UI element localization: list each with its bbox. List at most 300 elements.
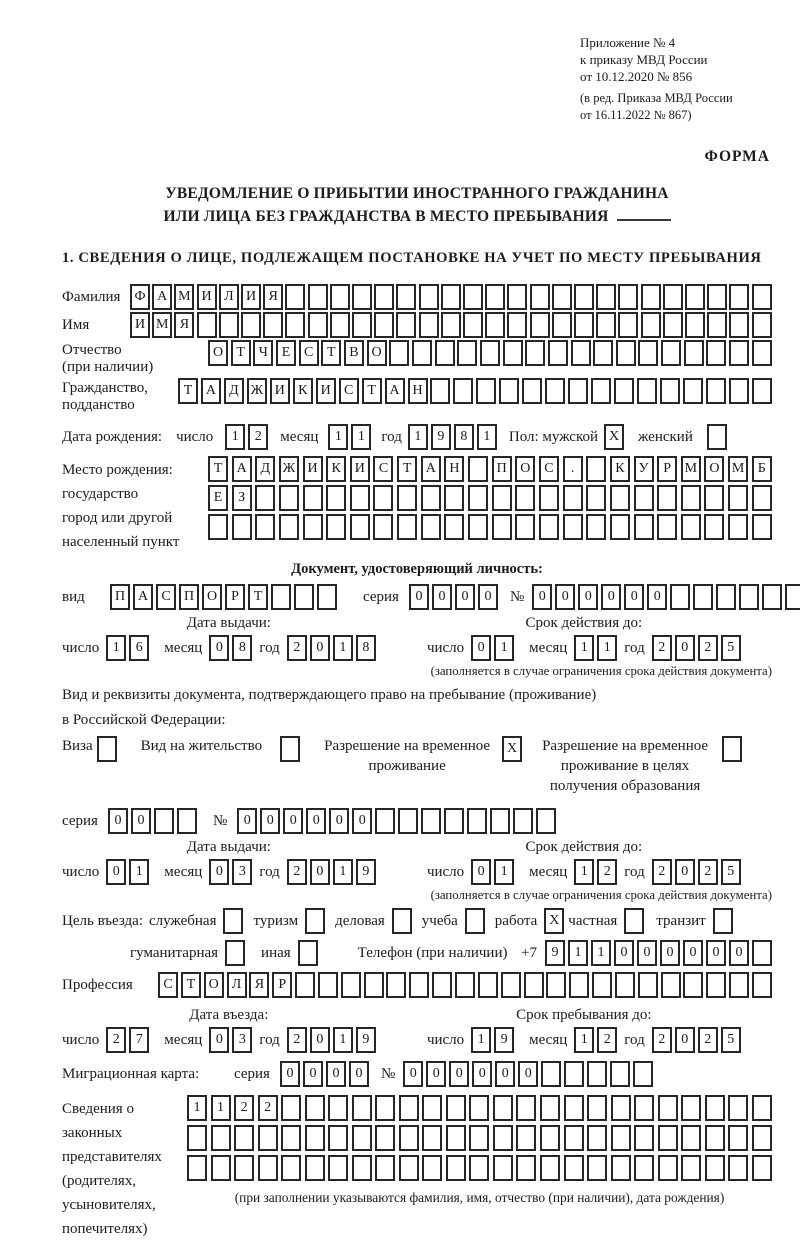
char-box[interactable]: А	[385, 378, 405, 404]
char-box[interactable]	[328, 1125, 348, 1151]
char-box[interactable]: 0	[349, 1061, 369, 1087]
char-box[interactable]	[255, 514, 275, 540]
char-box[interactable]	[421, 808, 441, 834]
char-box[interactable]	[241, 312, 261, 338]
char-box[interactable]	[374, 284, 394, 310]
char-box[interactable]: И	[197, 284, 217, 310]
char-box[interactable]	[610, 485, 630, 511]
char-box[interactable]: 0	[518, 1061, 538, 1087]
char-box[interactable]: 5	[721, 859, 741, 885]
char-box[interactable]	[386, 972, 406, 998]
char-box[interactable]	[681, 1155, 701, 1181]
char-box[interactable]	[373, 485, 393, 511]
char-box[interactable]: Л	[219, 284, 239, 310]
char-box[interactable]: Ж	[279, 456, 299, 482]
char-box[interactable]	[684, 340, 704, 366]
char-box[interactable]	[516, 1125, 536, 1151]
char-box[interactable]: 1	[211, 1095, 231, 1121]
char-box[interactable]: 2	[234, 1095, 254, 1121]
char-box[interactable]: Н	[444, 456, 464, 482]
char-box[interactable]: 0	[675, 635, 695, 661]
char-box[interactable]: 0	[471, 635, 491, 661]
char-box[interactable]: 1	[471, 1027, 491, 1053]
char-box[interactable]	[374, 312, 394, 338]
char-box[interactable]	[258, 1155, 278, 1181]
char-box[interactable]	[308, 312, 328, 338]
char-box[interactable]: 0	[624, 584, 644, 610]
char-box[interactable]: Я	[263, 284, 283, 310]
char-box[interactable]	[444, 808, 464, 834]
char-box[interactable]	[430, 378, 450, 404]
char-box[interactable]	[638, 972, 658, 998]
char-box[interactable]	[197, 312, 217, 338]
char-box[interactable]: 2	[597, 1027, 617, 1053]
char-box[interactable]: Т	[231, 340, 251, 366]
checkbox[interactable]	[465, 908, 485, 934]
char-box[interactable]: Б	[752, 456, 772, 482]
char-box[interactable]	[490, 808, 510, 834]
char-box[interactable]	[564, 1155, 584, 1181]
char-box[interactable]: М	[728, 456, 748, 482]
char-box[interactable]	[419, 284, 439, 310]
char-box[interactable]: 0	[683, 940, 703, 966]
char-box[interactable]	[729, 378, 749, 404]
char-box[interactable]	[507, 312, 527, 338]
char-box[interactable]	[729, 972, 749, 998]
char-box[interactable]	[592, 972, 612, 998]
char-box[interactable]	[611, 1155, 631, 1181]
char-box[interactable]	[328, 1095, 348, 1121]
char-box[interactable]: 0	[329, 808, 349, 834]
checkbox[interactable]	[713, 908, 733, 934]
char-box[interactable]: О	[704, 456, 724, 482]
checkbox[interactable]	[707, 424, 727, 450]
char-box[interactable]: С	[299, 340, 319, 366]
char-box[interactable]: 1	[494, 859, 514, 885]
char-box[interactable]	[503, 340, 523, 366]
char-box[interactable]	[463, 284, 483, 310]
char-box[interactable]: 0	[409, 584, 429, 610]
char-box[interactable]: 1	[494, 635, 514, 661]
char-box[interactable]	[271, 584, 291, 610]
char-box[interactable]	[707, 312, 727, 338]
char-box[interactable]	[492, 514, 512, 540]
char-box[interactable]	[681, 1125, 701, 1151]
char-box[interactable]: 0	[601, 584, 621, 610]
char-box[interactable]	[693, 584, 713, 610]
char-box[interactable]: С	[156, 584, 176, 610]
char-box[interactable]	[658, 1155, 678, 1181]
char-box[interactable]	[633, 1061, 653, 1087]
char-box[interactable]	[706, 972, 726, 998]
char-box[interactable]	[412, 340, 432, 366]
char-box[interactable]: О	[367, 340, 387, 366]
char-box[interactable]	[564, 1061, 584, 1087]
char-box[interactable]	[618, 312, 638, 338]
char-box[interactable]	[641, 284, 661, 310]
char-box[interactable]	[446, 1095, 466, 1121]
char-box[interactable]	[525, 340, 545, 366]
char-box[interactable]	[281, 1155, 301, 1181]
char-box[interactable]	[263, 312, 283, 338]
char-box[interactable]	[705, 1155, 725, 1181]
char-box[interactable]	[516, 1155, 536, 1181]
char-box[interactable]: 0	[209, 635, 229, 661]
char-box[interactable]: 0	[108, 808, 128, 834]
checkbox[interactable]	[298, 940, 318, 966]
char-box[interactable]: Т	[248, 584, 268, 610]
char-box[interactable]	[536, 808, 556, 834]
char-box[interactable]	[752, 972, 772, 998]
char-box[interactable]	[317, 584, 337, 610]
char-box[interactable]	[762, 584, 782, 610]
char-box[interactable]: 9	[545, 940, 565, 966]
char-box[interactable]	[563, 514, 583, 540]
char-box[interactable]	[441, 284, 461, 310]
char-box[interactable]	[729, 340, 749, 366]
char-box[interactable]	[258, 1125, 278, 1151]
char-box[interactable]	[638, 340, 658, 366]
char-box[interactable]	[513, 808, 533, 834]
char-box[interactable]	[574, 312, 594, 338]
char-box[interactable]: А	[232, 456, 252, 482]
char-box[interactable]	[493, 1095, 513, 1121]
char-box[interactable]	[541, 1061, 561, 1087]
char-box[interactable]: 0	[647, 584, 667, 610]
char-box[interactable]: А	[421, 456, 441, 482]
char-box[interactable]	[352, 312, 372, 338]
char-box[interactable]	[614, 378, 634, 404]
char-box[interactable]: Ж	[247, 378, 267, 404]
char-box[interactable]	[564, 1095, 584, 1121]
char-box[interactable]	[716, 584, 736, 610]
char-box[interactable]: 2	[106, 1027, 126, 1053]
char-box[interactable]	[728, 1095, 748, 1121]
char-box[interactable]: 2	[287, 859, 307, 885]
char-box[interactable]: 0	[131, 808, 151, 834]
checkbox[interactable]	[225, 940, 245, 966]
char-box[interactable]	[637, 378, 657, 404]
char-box[interactable]: 5	[721, 1027, 741, 1053]
char-box[interactable]	[752, 514, 772, 540]
char-box[interactable]	[493, 1155, 513, 1181]
char-box[interactable]	[548, 340, 568, 366]
checkbox[interactable]	[280, 736, 300, 762]
char-box[interactable]: 0	[237, 808, 257, 834]
char-box[interactable]	[501, 972, 521, 998]
char-box[interactable]: 0	[555, 584, 575, 610]
char-box[interactable]	[375, 1125, 395, 1151]
char-box[interactable]	[219, 312, 239, 338]
char-box[interactable]: 6	[129, 635, 149, 661]
char-box[interactable]	[396, 284, 416, 310]
char-box[interactable]: И	[316, 378, 336, 404]
char-box[interactable]	[634, 514, 654, 540]
char-box[interactable]	[587, 1095, 607, 1121]
char-box[interactable]	[476, 378, 496, 404]
char-box[interactable]: 0	[310, 635, 330, 661]
char-box[interactable]	[681, 514, 701, 540]
char-box[interactable]	[330, 284, 350, 310]
char-box[interactable]	[303, 485, 323, 511]
char-box[interactable]: И	[241, 284, 261, 310]
char-box[interactable]: 1	[574, 859, 594, 885]
char-box[interactable]	[515, 514, 535, 540]
char-box[interactable]	[457, 340, 477, 366]
char-box[interactable]	[752, 940, 772, 966]
char-box[interactable]	[739, 584, 759, 610]
char-box[interactable]	[421, 514, 441, 540]
char-box[interactable]: 0	[310, 1027, 330, 1053]
char-box[interactable]	[618, 284, 638, 310]
char-box[interactable]	[540, 1155, 560, 1181]
char-box[interactable]	[318, 972, 338, 998]
char-box[interactable]	[706, 378, 726, 404]
char-box[interactable]	[515, 485, 535, 511]
char-box[interactable]	[564, 1125, 584, 1151]
char-box[interactable]: Т	[321, 340, 341, 366]
char-box[interactable]	[295, 972, 315, 998]
char-box[interactable]: 8	[356, 635, 376, 661]
char-box[interactable]: Р	[272, 972, 292, 998]
char-box[interactable]: 2	[652, 1027, 672, 1053]
char-box[interactable]	[422, 1095, 442, 1121]
char-box[interactable]	[540, 1125, 560, 1151]
char-box[interactable]: 0	[209, 1027, 229, 1053]
char-box[interactable]	[729, 284, 749, 310]
char-box[interactable]	[685, 284, 705, 310]
char-box[interactable]	[752, 340, 772, 366]
char-box[interactable]: И	[270, 378, 290, 404]
char-box[interactable]	[352, 1095, 372, 1121]
char-box[interactable]: 1	[333, 1027, 353, 1053]
char-box[interactable]	[706, 340, 726, 366]
char-box[interactable]: 2	[698, 635, 718, 661]
char-box[interactable]: О	[204, 972, 224, 998]
char-box[interactable]	[208, 514, 228, 540]
char-box[interactable]	[187, 1125, 207, 1151]
char-box[interactable]: А	[201, 378, 221, 404]
char-box[interactable]	[705, 1125, 725, 1151]
char-box[interactable]: 1	[408, 424, 428, 450]
char-box[interactable]	[211, 1125, 231, 1151]
char-box[interactable]: 0	[637, 940, 657, 966]
char-box[interactable]: 0	[209, 859, 229, 885]
char-box[interactable]	[530, 284, 550, 310]
char-box[interactable]	[326, 514, 346, 540]
char-box[interactable]	[285, 284, 305, 310]
char-box[interactable]: Ф	[130, 284, 150, 310]
checkbox[interactable]: X	[544, 908, 564, 934]
char-box[interactable]: 0	[706, 940, 726, 966]
char-box[interactable]: Т	[208, 456, 228, 482]
char-box[interactable]	[234, 1125, 254, 1151]
char-box[interactable]: 1	[129, 859, 149, 885]
char-box[interactable]: 0	[326, 1061, 346, 1087]
char-box[interactable]	[571, 340, 591, 366]
char-box[interactable]: 5	[721, 635, 741, 661]
char-box[interactable]: 2	[698, 859, 718, 885]
char-box[interactable]	[661, 972, 681, 998]
char-box[interactable]	[516, 1095, 536, 1121]
char-box[interactable]	[419, 312, 439, 338]
char-box[interactable]: 0	[478, 584, 498, 610]
char-box[interactable]	[634, 1125, 654, 1151]
char-box[interactable]	[569, 972, 589, 998]
char-box[interactable]: С	[339, 378, 359, 404]
char-box[interactable]	[480, 340, 500, 366]
char-box[interactable]	[285, 312, 305, 338]
char-box[interactable]	[539, 485, 559, 511]
char-box[interactable]	[350, 514, 370, 540]
char-box[interactable]	[463, 312, 483, 338]
char-box[interactable]	[596, 312, 616, 338]
char-box[interactable]: И	[303, 456, 323, 482]
char-box[interactable]: Р	[225, 584, 245, 610]
char-box[interactable]	[587, 1125, 607, 1151]
char-box[interactable]	[453, 378, 473, 404]
char-box[interactable]	[211, 1155, 231, 1181]
char-box[interactable]: Я	[174, 312, 194, 338]
char-box[interactable]	[409, 972, 429, 998]
char-box[interactable]	[396, 312, 416, 338]
checkbox[interactable]	[392, 908, 412, 934]
char-box[interactable]: 2	[597, 859, 617, 885]
char-box[interactable]	[330, 312, 350, 338]
char-box[interactable]: Я	[249, 972, 269, 998]
char-box[interactable]: .	[563, 456, 583, 482]
char-box[interactable]	[752, 284, 772, 310]
char-box[interactable]	[540, 1095, 560, 1121]
char-box[interactable]: 0	[495, 1061, 515, 1087]
char-box[interactable]	[422, 1155, 442, 1181]
char-box[interactable]	[446, 1155, 466, 1181]
char-box[interactable]: 0	[472, 1061, 492, 1087]
char-box[interactable]	[728, 1155, 748, 1181]
char-box[interactable]: 7	[129, 1027, 149, 1053]
char-box[interactable]	[574, 284, 594, 310]
char-box[interactable]	[399, 1095, 419, 1121]
char-box[interactable]	[610, 514, 630, 540]
char-box[interactable]	[397, 485, 417, 511]
char-box[interactable]: В	[344, 340, 364, 366]
char-box[interactable]: П	[492, 456, 512, 482]
char-box[interactable]	[657, 514, 677, 540]
char-box[interactable]	[352, 284, 372, 310]
char-box[interactable]	[685, 312, 705, 338]
char-box[interactable]	[478, 972, 498, 998]
checkbox[interactable]	[624, 908, 644, 934]
char-box[interactable]: 9	[356, 1027, 376, 1053]
char-box[interactable]	[728, 514, 748, 540]
char-box[interactable]	[681, 485, 701, 511]
char-box[interactable]	[421, 485, 441, 511]
char-box[interactable]: Д	[255, 456, 275, 482]
char-box[interactable]	[364, 972, 384, 998]
char-box[interactable]	[389, 340, 409, 366]
char-box[interactable]	[485, 312, 505, 338]
char-box[interactable]: 0	[403, 1061, 423, 1087]
char-box[interactable]	[524, 972, 544, 998]
char-box[interactable]	[281, 1125, 301, 1151]
char-box[interactable]	[658, 1125, 678, 1151]
char-box[interactable]: 0	[614, 940, 634, 966]
char-box[interactable]: 0	[578, 584, 598, 610]
char-box[interactable]	[670, 584, 690, 610]
char-box[interactable]	[326, 485, 346, 511]
char-box[interactable]	[707, 284, 727, 310]
char-box[interactable]	[398, 808, 418, 834]
char-box[interactable]	[611, 1125, 631, 1151]
char-box[interactable]: 0	[449, 1061, 469, 1087]
char-box[interactable]: 1	[574, 635, 594, 661]
char-box[interactable]	[467, 808, 487, 834]
char-box[interactable]	[587, 1061, 607, 1087]
char-box[interactable]	[728, 1125, 748, 1151]
char-box[interactable]	[586, 485, 606, 511]
char-box[interactable]: 2	[258, 1095, 278, 1121]
char-box[interactable]: 1	[568, 940, 588, 966]
char-box[interactable]	[305, 1125, 325, 1151]
char-box[interactable]: 1	[225, 424, 245, 450]
char-box[interactable]: И	[350, 456, 370, 482]
char-box[interactable]	[422, 1125, 442, 1151]
char-box[interactable]: 1	[591, 940, 611, 966]
char-box[interactable]	[658, 1095, 678, 1121]
char-box[interactable]: Е	[276, 340, 296, 366]
char-box[interactable]	[507, 284, 527, 310]
char-box[interactable]	[660, 378, 680, 404]
char-box[interactable]: Е	[208, 485, 228, 511]
char-box[interactable]: 8	[232, 635, 252, 661]
char-box[interactable]: Т	[362, 378, 382, 404]
char-box[interactable]	[352, 1125, 372, 1151]
char-box[interactable]	[375, 1155, 395, 1181]
char-box[interactable]	[279, 514, 299, 540]
char-box[interactable]	[568, 378, 588, 404]
char-box[interactable]: 9	[494, 1027, 514, 1053]
checkbox[interactable]	[305, 908, 325, 934]
char-box[interactable]: 2	[652, 859, 672, 885]
char-box[interactable]: Т	[178, 378, 198, 404]
char-box[interactable]	[485, 284, 505, 310]
char-box[interactable]	[752, 312, 772, 338]
char-box[interactable]: С	[158, 972, 178, 998]
char-box[interactable]: 0	[303, 1061, 323, 1087]
char-box[interactable]	[704, 514, 724, 540]
char-box[interactable]: 0	[106, 859, 126, 885]
char-box[interactable]	[729, 312, 749, 338]
char-box[interactable]	[634, 485, 654, 511]
char-box[interactable]	[492, 485, 512, 511]
char-box[interactable]	[255, 485, 275, 511]
char-box[interactable]	[704, 485, 724, 511]
char-box[interactable]	[373, 514, 393, 540]
char-box[interactable]: 0	[283, 808, 303, 834]
char-box[interactable]	[468, 485, 488, 511]
char-box[interactable]: 0	[426, 1061, 446, 1087]
char-box[interactable]	[634, 1095, 654, 1121]
char-box[interactable]	[586, 514, 606, 540]
char-box[interactable]	[435, 340, 455, 366]
char-box[interactable]: 0	[280, 1061, 300, 1087]
char-box[interactable]	[468, 456, 488, 482]
char-box[interactable]	[616, 340, 636, 366]
char-box[interactable]	[455, 972, 475, 998]
char-box[interactable]: К	[293, 378, 313, 404]
char-box[interactable]	[444, 485, 464, 511]
char-box[interactable]	[375, 1095, 395, 1121]
